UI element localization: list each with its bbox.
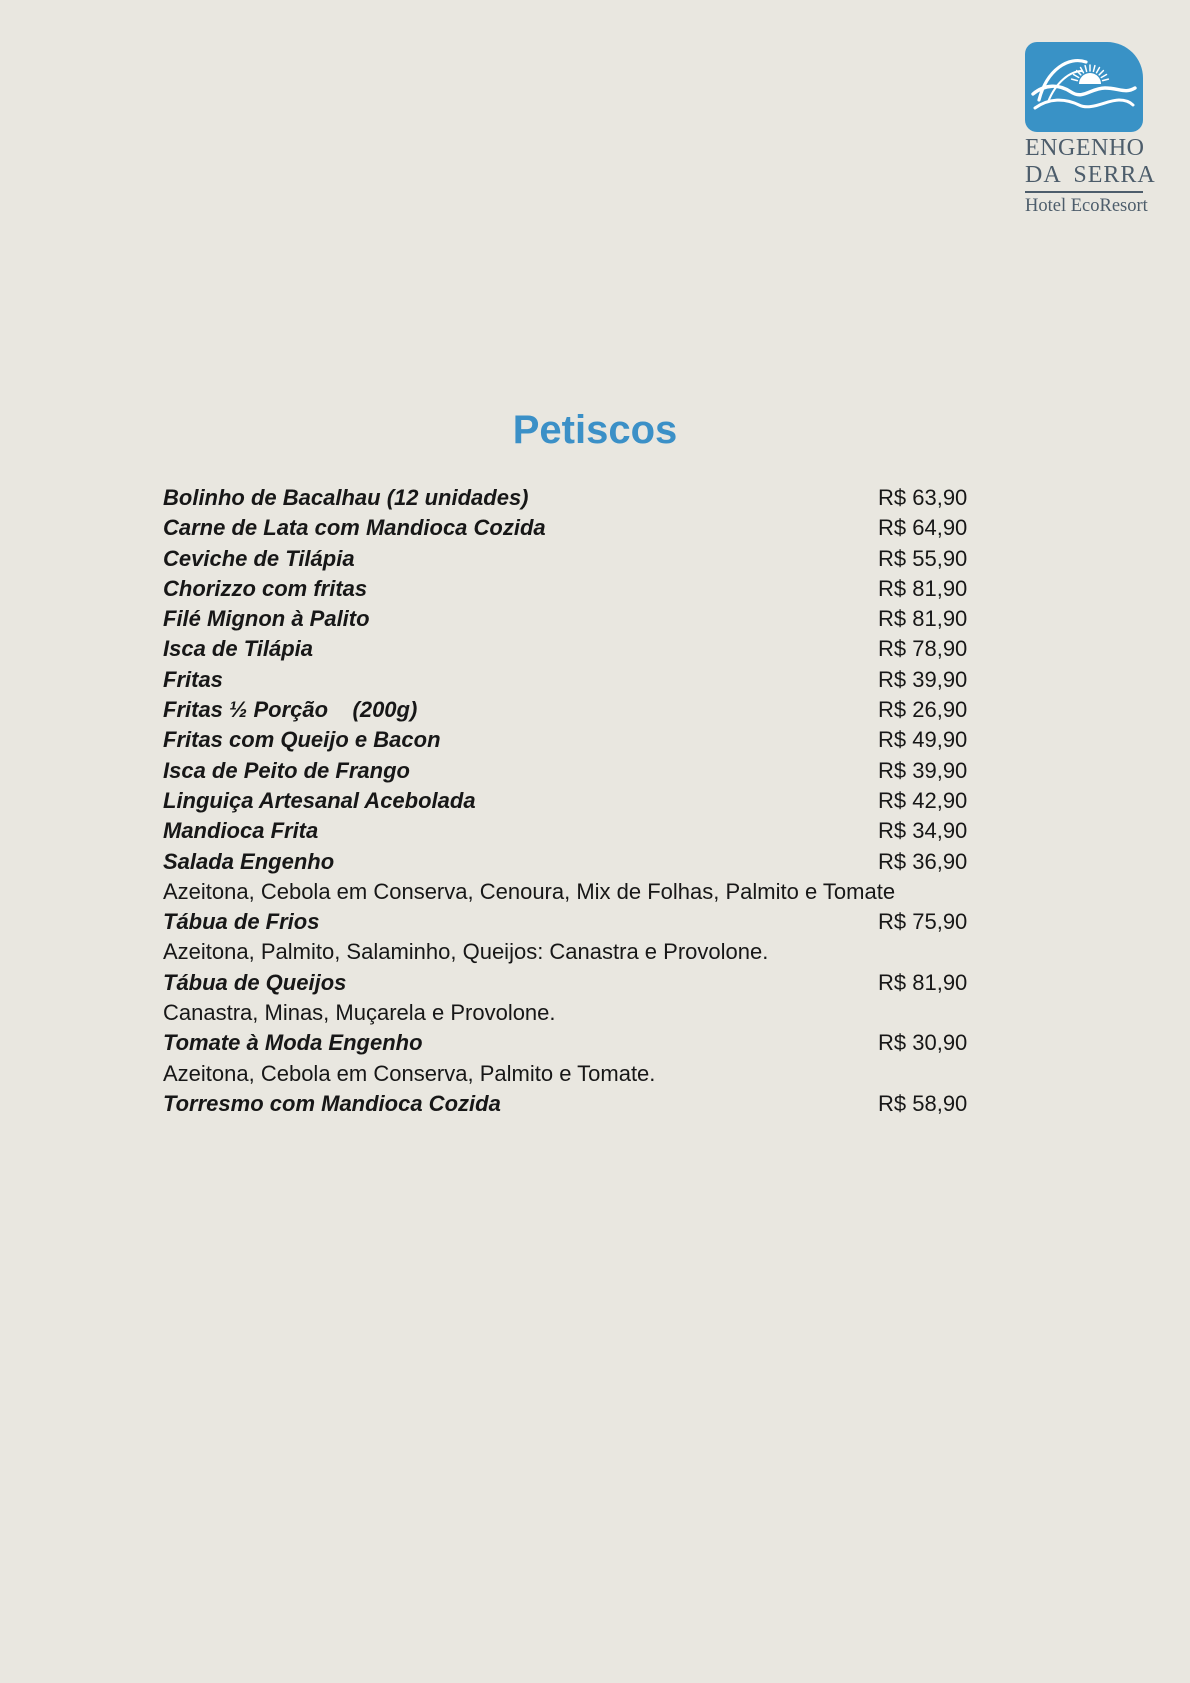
item-name: Isca de Tilápia [163,636,314,662]
menu-item-row [163,574,976,604]
item-name: Fritas ½ Porção (200g) [163,697,418,723]
menu-list [163,483,976,1119]
item-name: Fritas [163,666,223,692]
item-price: R$ 49,90 [878,727,968,753]
item-name: Isca de Peito de Frango [163,757,410,783]
menu-item-row [163,725,976,755]
logo-name-line1: ENGENHO [1025,135,1145,161]
item-name: Linguiça Artesanal Acebolada [163,787,476,813]
page-title: Petiscos [512,408,678,452]
logo-tagline: Hotel EcoResort [1025,196,1148,216]
menu-item-row [163,756,976,786]
menu-item-row [163,907,976,937]
item-name: Filé Mignon à Palito [163,606,370,632]
item-name: Tomate à Moda Engenho [163,1030,423,1056]
logo-name-line2: DA SERRA [1025,162,1156,188]
item-name: Bolinho de Bacalhau (12 unidades) [163,485,529,510]
hotel-logo [1025,42,1156,217]
item-name: Tábua de Queijos [163,969,347,995]
item-price: R$ 58,90 [878,1090,968,1116]
menu-item-row [163,483,976,513]
item-price: R$ 64,90 [878,515,968,541]
item-name: Fritas com Queijo e Bacon [163,727,441,753]
menu-item-row [163,544,976,574]
menu-item-row [163,665,976,695]
item-price: R$ 30,90 [878,1030,968,1056]
item-price: R$ 81,90 [878,575,968,601]
item-price: R$ 42,90 [878,787,968,813]
item-name: Salada Engenho [163,848,335,874]
item-price: R$ 39,90 [878,666,968,692]
logo-mark [1025,42,1143,132]
item-name: Torresmo com Mandioca Cozida [163,1090,501,1116]
item-price: R$ 78,90 [878,636,968,662]
menu-item-row [163,816,976,846]
sun-waves-icon [1025,42,1143,132]
item-description: Azeitona, Cebola em Conserva, Cenoura, Mix de Folhas, Palmito e Tomate [163,878,896,904]
menu-item-row [163,604,976,634]
item-description: Canastra, Minas, Muçarela e Provolone. [163,1000,556,1026]
item-price: R$ 34,90 [878,818,968,844]
logo-divider [1025,191,1143,193]
menu-item-row [163,634,976,664]
item-price: R$ 81,90 [878,969,968,995]
item-name: Mandioca Frita [163,818,319,844]
item-price: R$ 75,90 [878,909,968,935]
menu-item-row [163,1028,976,1058]
item-price: R$ 55,90 [878,545,968,571]
item-name: Tábua de Frios [163,909,320,935]
menu-item-row [163,1089,976,1119]
menu-item-row [163,786,976,816]
item-name: Chorizzo com fritas [163,575,368,601]
item-name: Carne de Lata com Mandioca Cozida [163,515,546,541]
item-description: Azeitona, Palmito, Salaminho, Queijos: Canastra e Provolone. [163,939,769,965]
item-price: R$ 63,90 [878,485,968,510]
menu-item-row [163,513,976,543]
item-price: R$ 81,90 [878,606,968,632]
menu-item-row [163,695,976,725]
item-description: Azeitona, Cebola em Conserva, Palmito e Tomate. [163,1060,656,1086]
item-price: R$ 36,90 [878,848,968,874]
item-price: R$ 39,90 [878,757,968,783]
item-name: Ceviche de Tilápia [163,545,355,571]
menu-item-row [163,968,976,998]
menu-item-row [163,847,976,877]
item-price: R$ 26,90 [878,697,968,723]
